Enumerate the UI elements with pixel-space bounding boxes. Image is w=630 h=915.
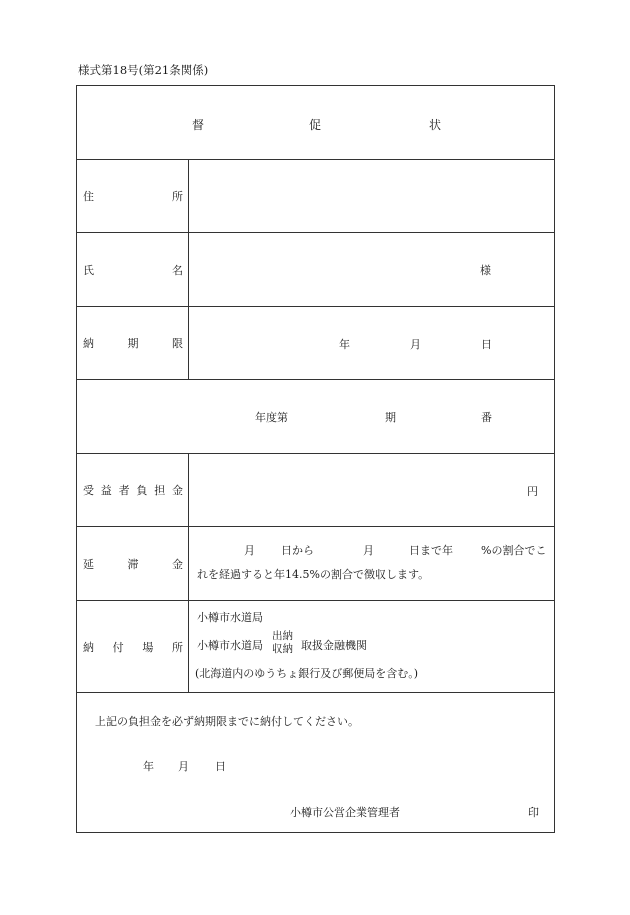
label-char: 滞 [127,557,139,571]
label-char: 金 [172,557,183,571]
payment-place-label [77,601,189,692]
place-line-1: 小樽市水道局 [197,611,263,624]
label-char: 住 [83,190,94,203]
name-row [77,233,554,307]
label-char: 金 [171,484,183,497]
label-char: 担 [154,484,166,497]
payment-place-text [189,601,554,692]
label-char: 納 [83,337,94,350]
label-char: 氏 [83,263,94,277]
due-month: 月 [410,338,421,351]
address-label [77,160,189,232]
amount-unit: 円 [527,485,538,498]
period-row [77,380,554,454]
place-line-3: (北海道内のゆうちょ銀行及び郵便局を含む。) [195,667,419,680]
form-number-label: 様式第18号(第21条関係) [78,63,209,77]
notice-year: 年 [143,760,154,773]
place-line-2-prefix: 小樽市水道局 [197,639,263,652]
ruby-bottom: 収納 [272,643,293,655]
place-ruby [272,630,293,656]
issuer-title: 小樽市公営企業管理者 [290,806,400,819]
due-date-row [77,307,554,380]
label-char: 付 [112,640,124,654]
label-char: 場 [142,640,154,654]
name-honorific: 様 [480,264,491,277]
address-value[interactable] [189,160,554,232]
name-value[interactable] [189,233,554,306]
due-day: 日 [481,338,492,351]
label-char: 名 [172,263,183,277]
late-line-2: れを経過すると年14.5%の割合で徴収します。 [197,568,430,581]
amount-row [77,454,554,527]
late-from: 日から [281,544,314,557]
title-row [77,86,554,160]
label-char: 益 [100,484,112,497]
late-until: 日まで年 [409,544,453,557]
label-char: 限 [172,337,183,350]
fiscal-year-label: 年度第 [255,411,288,424]
late-rate-text: %の割合でこ [481,544,547,557]
notice-day: 日 [215,760,226,773]
amount-label [77,454,189,526]
late-month-1: 月 [244,544,255,557]
notice-month: 月 [178,760,189,773]
label-char: 期 [127,337,139,350]
label-char: 所 [172,190,183,203]
seal-mark: 印 [528,806,539,819]
due-date-label [77,307,189,379]
due-year: 年 [339,338,350,351]
label-char: 者 [118,484,130,497]
label-char: 納 [83,640,94,654]
term-label: 期 [385,411,396,424]
title-char-3: 状 [429,118,442,132]
late-month-2: 月 [363,544,374,557]
amount-value[interactable] [189,454,554,526]
late-fee-row [77,527,554,601]
address-row [77,160,554,233]
title-char-2: 促 [309,118,322,132]
notice-row [77,693,554,834]
notice-message: 上記の負担金を必ず納期限までに納付してください。 [95,715,359,728]
late-fee-text [189,527,554,600]
label-char: 受 [83,484,94,497]
ruby-top: 出納 [272,630,293,642]
title-char-1: 督 [192,118,205,132]
demand-notice-form [76,85,555,833]
label-char: 負 [136,484,148,497]
place-line-2-suffix: 取扱金融機関 [301,639,367,652]
number-label: 番 [481,411,492,424]
label-char: 延 [83,557,94,571]
label-char: 所 [171,640,183,654]
name-label [77,233,189,306]
due-date-value[interactable] [189,307,554,379]
late-fee-label [77,527,189,600]
payment-place-row [77,601,554,693]
